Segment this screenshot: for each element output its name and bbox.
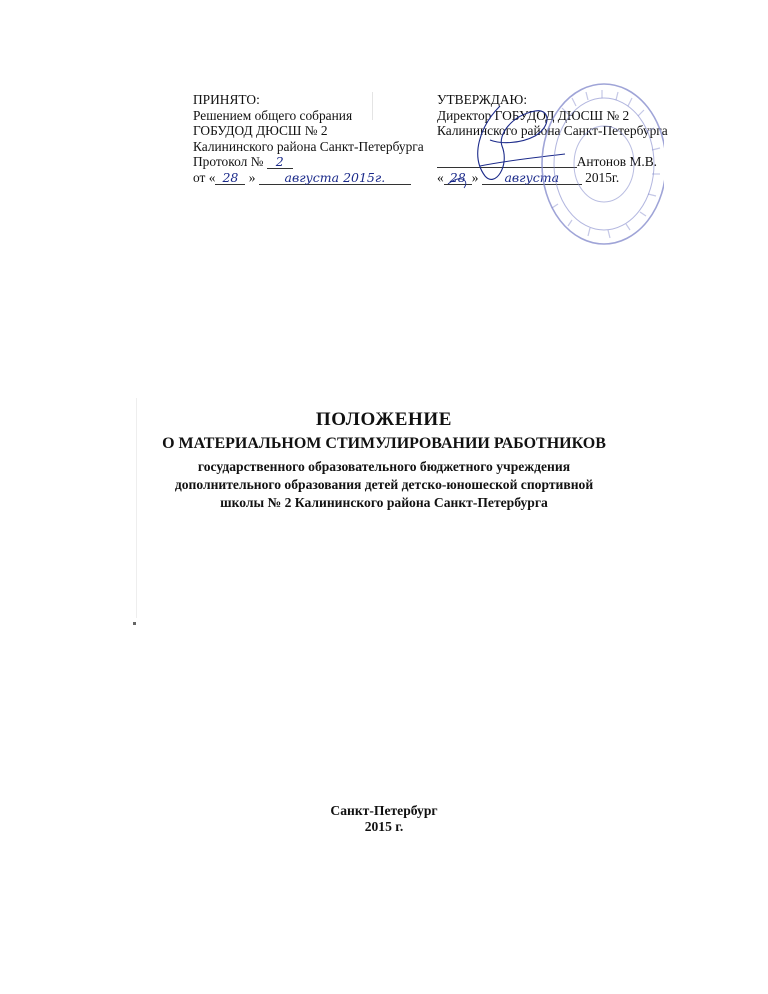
approved-date-prefix: « [437, 169, 444, 185]
footer-year: 2015 г. [364, 819, 404, 834]
accepted-date-month-year: августа 2015г. [259, 172, 411, 185]
approved-date-month: августа [482, 172, 582, 185]
document-description-line-1: государственного образовательного бюджетного учреждения [197, 459, 571, 474]
accepted-date-prefix: от « [193, 169, 216, 185]
accepted-date-day: 28 [215, 172, 245, 185]
document-footer [284, 803, 484, 835]
document-title: ПОЛОЖЕНИЕ [315, 409, 453, 430]
accepted-line-3: Калининского района Санкт-Петербурга [193, 138, 424, 154]
document-subtitle: О МАТЕРИАЛЬНОМ СТИМУЛИРОВАНИИ РАБОТНИКОВ [162, 435, 606, 452]
approved-date-year: 2015г. [585, 169, 620, 185]
director-name: Антонов М.В. [576, 154, 657, 170]
document-description-line-2: дополнительного образования детей детско-юношеской спортивной [174, 477, 594, 492]
scan-artifact [136, 398, 137, 618]
document-title-block [150, 409, 618, 512]
official-stamp [532, 78, 664, 248]
accepted-date-row [193, 170, 423, 186]
accepted-line-2: ГОБУДОД ДЮСШ № 2 [193, 123, 328, 139]
accepted-date-close: » [248, 169, 256, 185]
document-description-line-3: школы № 2 Калининского района Санкт-Петербурга [220, 495, 548, 510]
scan-artifact [372, 92, 373, 120]
approved-line-2: Калининского района Санкт-Петербурга [437, 123, 668, 139]
approved-date-day: 28 [444, 172, 472, 185]
accepted-line-1: Решением общего собрания [193, 107, 353, 123]
accepted-heading: ПРИНЯТО: [193, 92, 260, 107]
protocol-row [193, 154, 423, 170]
approved-line-1: Директор ГОБУДОД ДЮСШ № 2 [437, 107, 630, 123]
scan-artifact [133, 622, 136, 625]
accepted-block [193, 92, 423, 186]
approved-date-close: » [471, 169, 479, 185]
footer-city: Санкт-Петербург [330, 803, 438, 818]
approved-heading: УТВЕРЖДАЮ: [437, 92, 528, 107]
protocol-label: Протокол № [193, 154, 264, 170]
protocol-number: 2 [267, 156, 293, 169]
